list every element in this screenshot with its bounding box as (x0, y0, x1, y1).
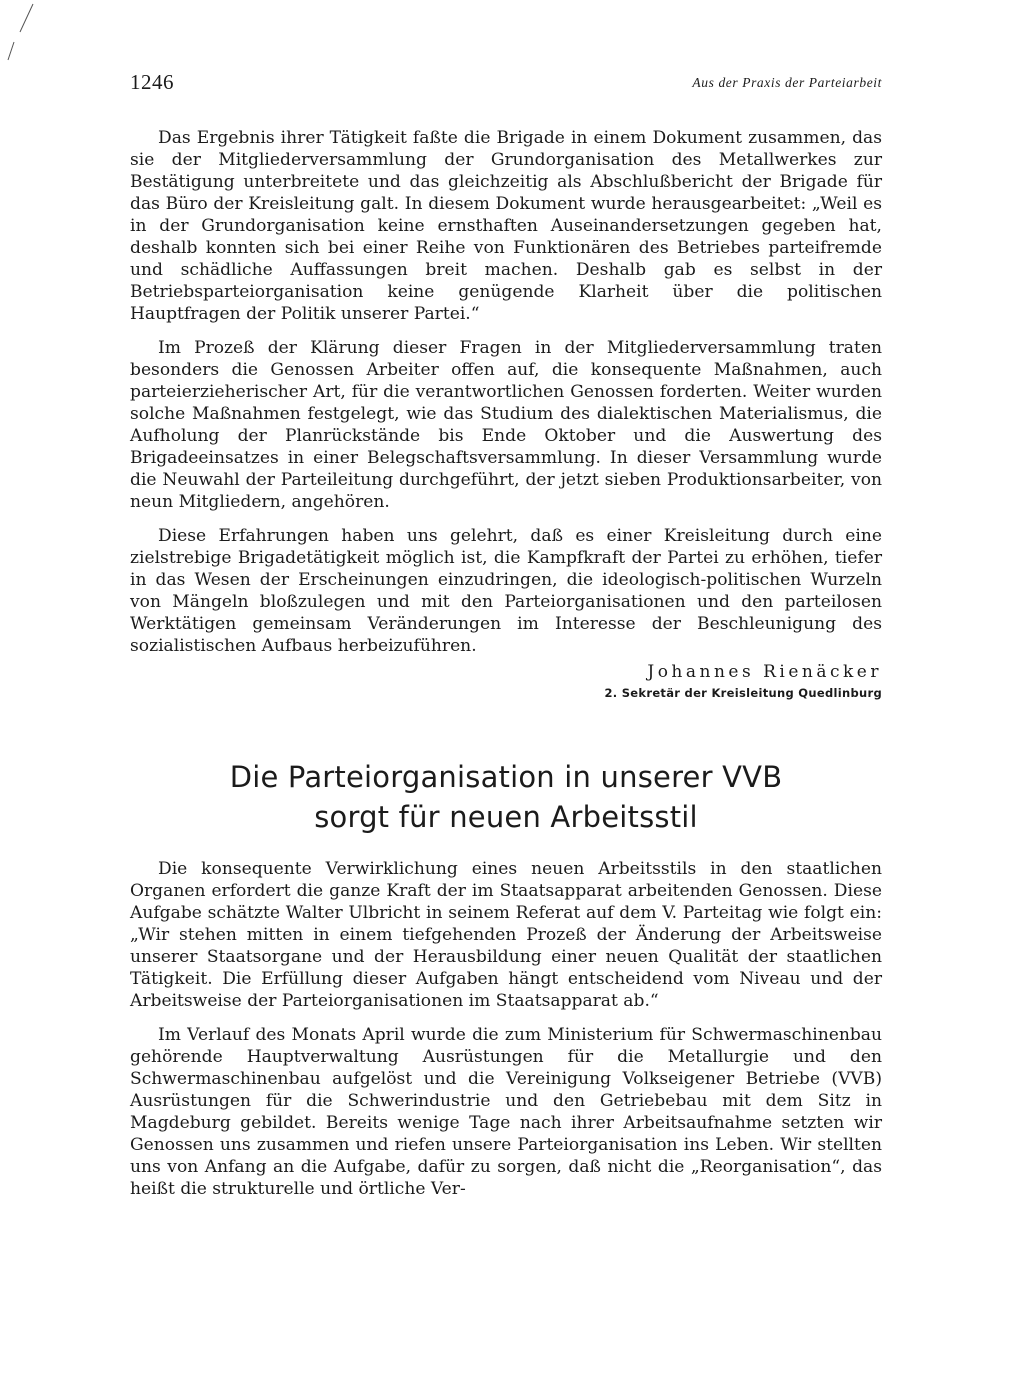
signature-name: Johannes Rienäcker (647, 662, 882, 682)
article1-paragraph: Das Ergebnis ihrer Tätigkeit faßte die Brigade in einem Dokument zusammen, das sie der Mitgliederversammlung der Grundorganisation des Metallwerkes zur Bestätigung unterbreitete und das gleichzeitig als Abschlußbericht der Brigade für das Büro der Kreisleitung galt. In diesem Dokument wurde herausgearbeitet: „Weil es in der Grundorganisation keine ernsthaften Auseinandersetzungen gegeben hat, deshalb konnten sich bei einer Reihe von Funktionären des Betriebes parteifremde und schädliche Auffassungen breit machen. Deshalb gab es selbst in der Betriebsparteiorganisation keine genügende Klarheit über die politischen Hauptfragen der Politik unserer Partei.“ (130, 128, 882, 324)
signature-role: 2. Sekretär der Kreisleitung Quedlinburg (604, 686, 882, 700)
signature-block (604, 662, 882, 700)
article2-title-line1: Die Parteiorganisation in unserer VVB (229, 760, 783, 794)
article2-title (130, 757, 882, 837)
article2-paragraph: Im Verlauf des Monats April wurde die zum Ministerium für Schwermaschinenbau gehörende Hauptverwaltung Ausrüstungen für die Metallurgie und den Schwermaschinenbau aufgelöst und die Vereinigung Volkseigener Betriebe (VVB) Ausrüstungen für die Schwerindustrie und den Getriebebau mit dem Sitz in Magdeburg gebildet. Bereits wenige Tage nach ihrer Arbeitsaufnahme setzten wir Genossen uns zusammen und riefen unsere Parteiorganisation ins Leben. Wir stellten uns von Anfang an die Aufgabe, dafür zu sorgen, daß nicht die „Reorganisation“, das heißt die strukturelle und örtliche Ver- (130, 1025, 882, 1199)
article1-body (130, 127, 882, 669)
page-header (130, 70, 882, 100)
article2-paragraph: Die konsequente Verwirklichung eines neuen Arbeitsstils in den staatlichen Organen erfordert die ganze Kraft der im Staatsapparat arbeitenden Genossen. Diese Aufgabe schätzte Walter Ulbricht in seinem Referat auf dem V. Parteitag wie folgt ein: „Wir stehen mitten in einem tiefgehenden Prozeß der Änderung der Arbeitsweise unserer Staatsorgane und der Herausbildung einer neuen Qualität der staatlichen Tätigkeit. Die Erfüllung dieser Aufgaben hängt entscheidend vom Niveau und der Arbeitsweise der Parteiorganisationen im Staatsapparat ab.“ (130, 859, 882, 1011)
article2-title-line2: sorgt für neuen Arbeitsstil (314, 800, 698, 834)
page-number: 1246 (130, 70, 174, 94)
article1-paragraph: Im Prozeß der Klärung dieser Fragen in der Mitgliederversammlung traten besonders die Genossen Arbeiter offen auf, die konsequente Maßnahmen, auch parteierzieherischer Art, für die verantwortlichen Genossen forderten. Weiter wurden solche Maßnahmen festgelegt, wie das Studium des dialektischen Materialismus, die Aufholung der Planrückstände bis Ende Oktober und die Auswertung des Brigadeeinsatzes in einer Belegschaftsversammlung. In dieser Versammlung wurde die Neuwahl der Parteileitung durchgeführt, der jetzt sieben Produktionsarbeiter, von neun Mitgliedern, angehören. (130, 338, 882, 512)
pencil-mark (6, 2, 36, 64)
article1-paragraph: Diese Erfahrungen haben uns gelehrt, daß es einer Kreisleitung durch eine zielstrebige Brigadetätigkeit möglich ist, die Kampfkraft der Partei zu erhöhen, tiefer in das Wesen der Erscheinungen einzudringen, die ideologisch-politischen Wurzeln von Mängeln bloßzulegen und mit den Parteiorganisationen und den parteilosen Werktätigen gemeinsam Veränderungen im Interesse der Beschleunigung des sozialistischen Aufbaus herbeizuführen. (130, 526, 882, 656)
running-title: Aus der Praxis der Parteiarbeit (692, 75, 882, 90)
article2-body (130, 858, 882, 1212)
